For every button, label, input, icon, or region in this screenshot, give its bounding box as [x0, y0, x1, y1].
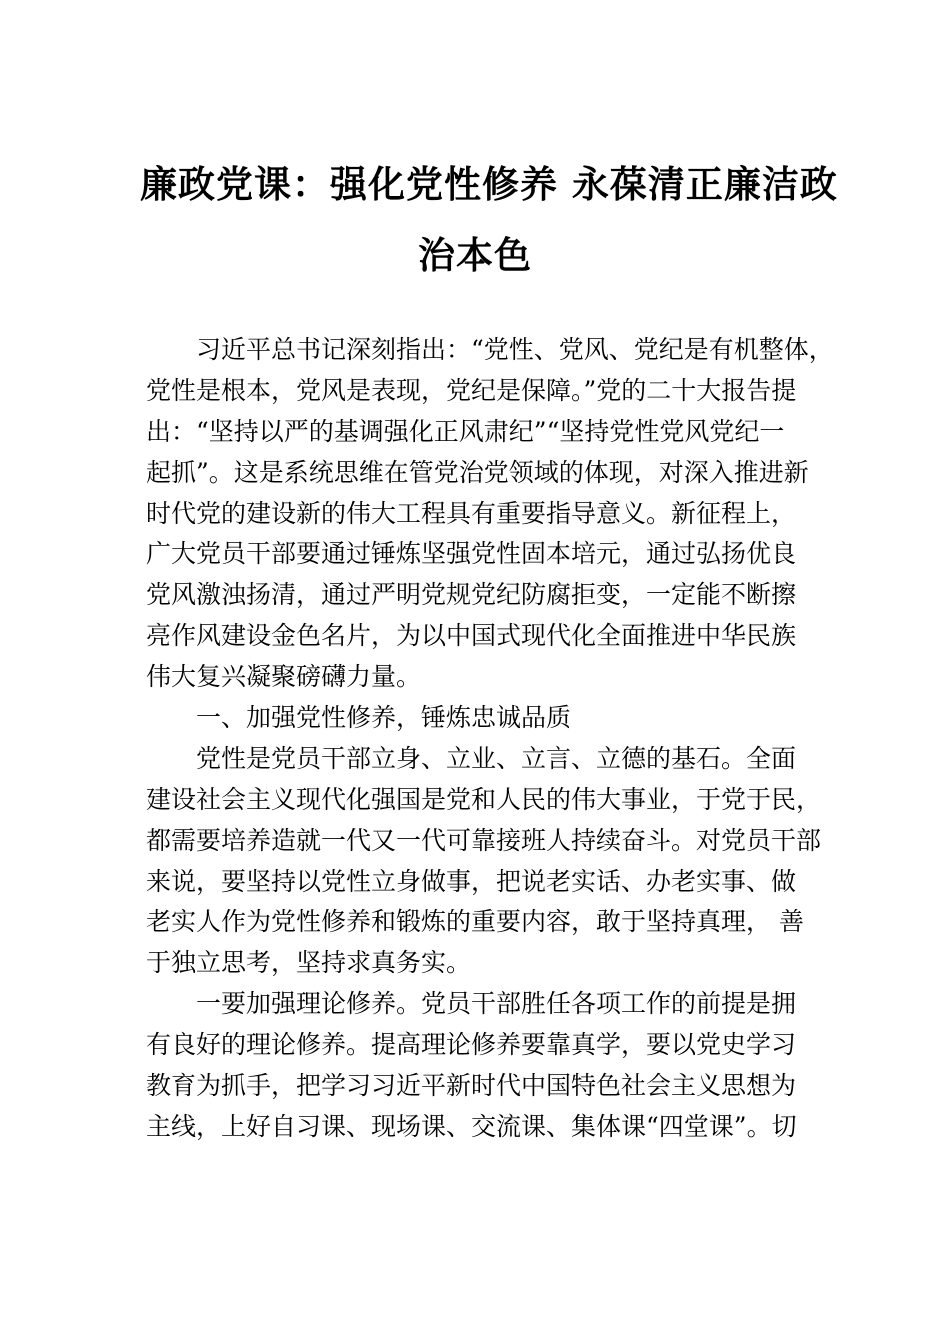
paragraph-line: 亮作风建设金色名片，为以中国式现代化全面推进中华民族	[146, 621, 797, 651]
document-title-line-2: 治本色	[418, 233, 532, 277]
paragraph-line: 老实人作为党性修养和锻炼的重要内容，敢于坚持真理， 善	[146, 907, 804, 937]
paragraph-line: 于独立思考，坚持求真务实。	[146, 948, 472, 978]
paragraph-line: 主线，上好自习课、现场课、交流课、集体课“四堂课”。切	[146, 1111, 797, 1141]
paragraph-line: 时代党的建设新的伟大工程具有重要指导意义。新征程上，	[146, 498, 797, 528]
paragraph-line: 伟大复兴凝聚磅礴力量。	[146, 662, 422, 692]
document-title-line-1: 廉政党课：强化党性修养 永葆清正廉洁政	[140, 162, 838, 206]
document-body	[146, 330, 836, 1148]
paragraph-line: 习近平总书记深刻指出：“党性、党风、党纪是有机整体，	[196, 335, 834, 364]
paragraph-line: 来说，要坚持以党性立身做事，把说老实话、办老实事、做	[146, 866, 797, 896]
paragraph-line: 党性是根本，党风是表现，党纪是保障。”党的二十大报告提	[146, 375, 797, 405]
paragraph-line: 出：“坚持以严的基调强化正风肃纪”“坚持党性党风党纪一	[146, 416, 785, 446]
paragraph-line: 有良好的理论修养。提高理论修养要靠真学，要以党史学习	[146, 1030, 797, 1060]
paragraph-line: 教育为抓手，把学习习近平新时代中国特色社会主义思想为	[146, 1071, 797, 1101]
section-heading: 一、加强党性修养，锤炼忠诚品质	[196, 703, 572, 733]
paragraph-line: 广大党员干部要通过锤炼坚强党性固本培元，通过弘扬优良	[146, 539, 797, 569]
paragraph-line: 党性是党员干部立身、立业、立言、立德的基石。全面	[196, 743, 797, 773]
paragraph-line: 起抓”。这是系统思维在管党治党领域的体现，对深入推进新	[146, 457, 809, 487]
paragraph-line: 党风激浊扬清，通过严明党规党纪防腐拒变，一定能不断擦	[146, 580, 797, 610]
paragraph-line: 建设社会主义现代化强国是党和人民的伟大事业，于党于民，	[146, 784, 822, 814]
paragraph-line: 都需要培养造就一代又一代可靠接班人持续奋斗。对党员干部	[146, 825, 822, 855]
paragraph-line: 一要加强理论修养。党员干部胜任各项工作的前提是拥	[196, 989, 797, 1019]
